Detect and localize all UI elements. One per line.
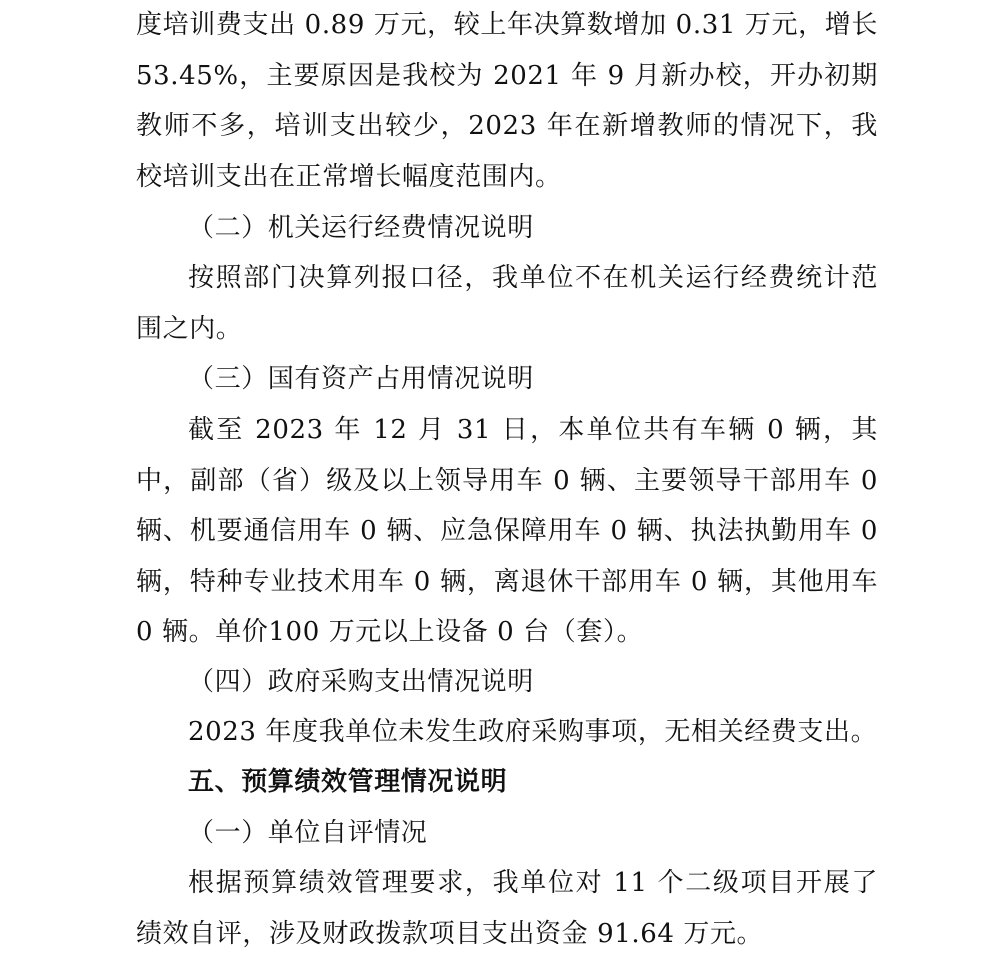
paragraph-self-evaluation: 根据预算绩效管理要求，我单位对 11 个二级项目开展了绩效自评，涉及财政拨款项目支出资金 91.64 万元。 — [136, 868, 878, 949]
paragraph-training-expense: 度培训费支出 0.89 万元，较上年决算数增加 0.31 万元，增长53.45%，主要原因是我校为 2021 年 9 月新办校，开办初期教师不多，培训支出较少，2023 年在新增教师的情况下，我校培训支出在正常增长幅度范围内。 — [136, 10, 878, 192]
subheading-government-procurement: （四）政府采购支出情况说明 — [188, 667, 534, 697]
subheading-state-assets: （三）国有资产占用情况说明 — [188, 364, 534, 394]
paragraph-state-assets: 截至 2023 年 12 月 31 日，本单位共有车辆 0 辆，其中，副部（省）级及以上领导用车 0 辆、主要领导干部用车 0 辆、机要通信用车 0 辆、应急保障用车 0 辆、执法执勤用车 0 辆，特种专业技术用车 0 辆，离退休干部用车 0 辆，其他用车 0 辆。单价100 万元以上设备 0 台（套）。 — [136, 415, 878, 647]
subheading-self-evaluation: （一）单位自评情况 — [188, 818, 428, 848]
paragraph-government-procurement: 2023 年度我单位未发生政府采购事项，无相关经费支出。 — [188, 717, 878, 747]
paragraph-agency-operating-funds: 按照部门决算列报口径，我单位不在机关运行经费统计范围之内。 — [136, 263, 878, 344]
section-heading-performance-management: 五、预算绩效管理情况说明 — [188, 767, 508, 797]
subheading-agency-operating-funds: （二）机关运行经费情况说明 — [188, 213, 534, 243]
